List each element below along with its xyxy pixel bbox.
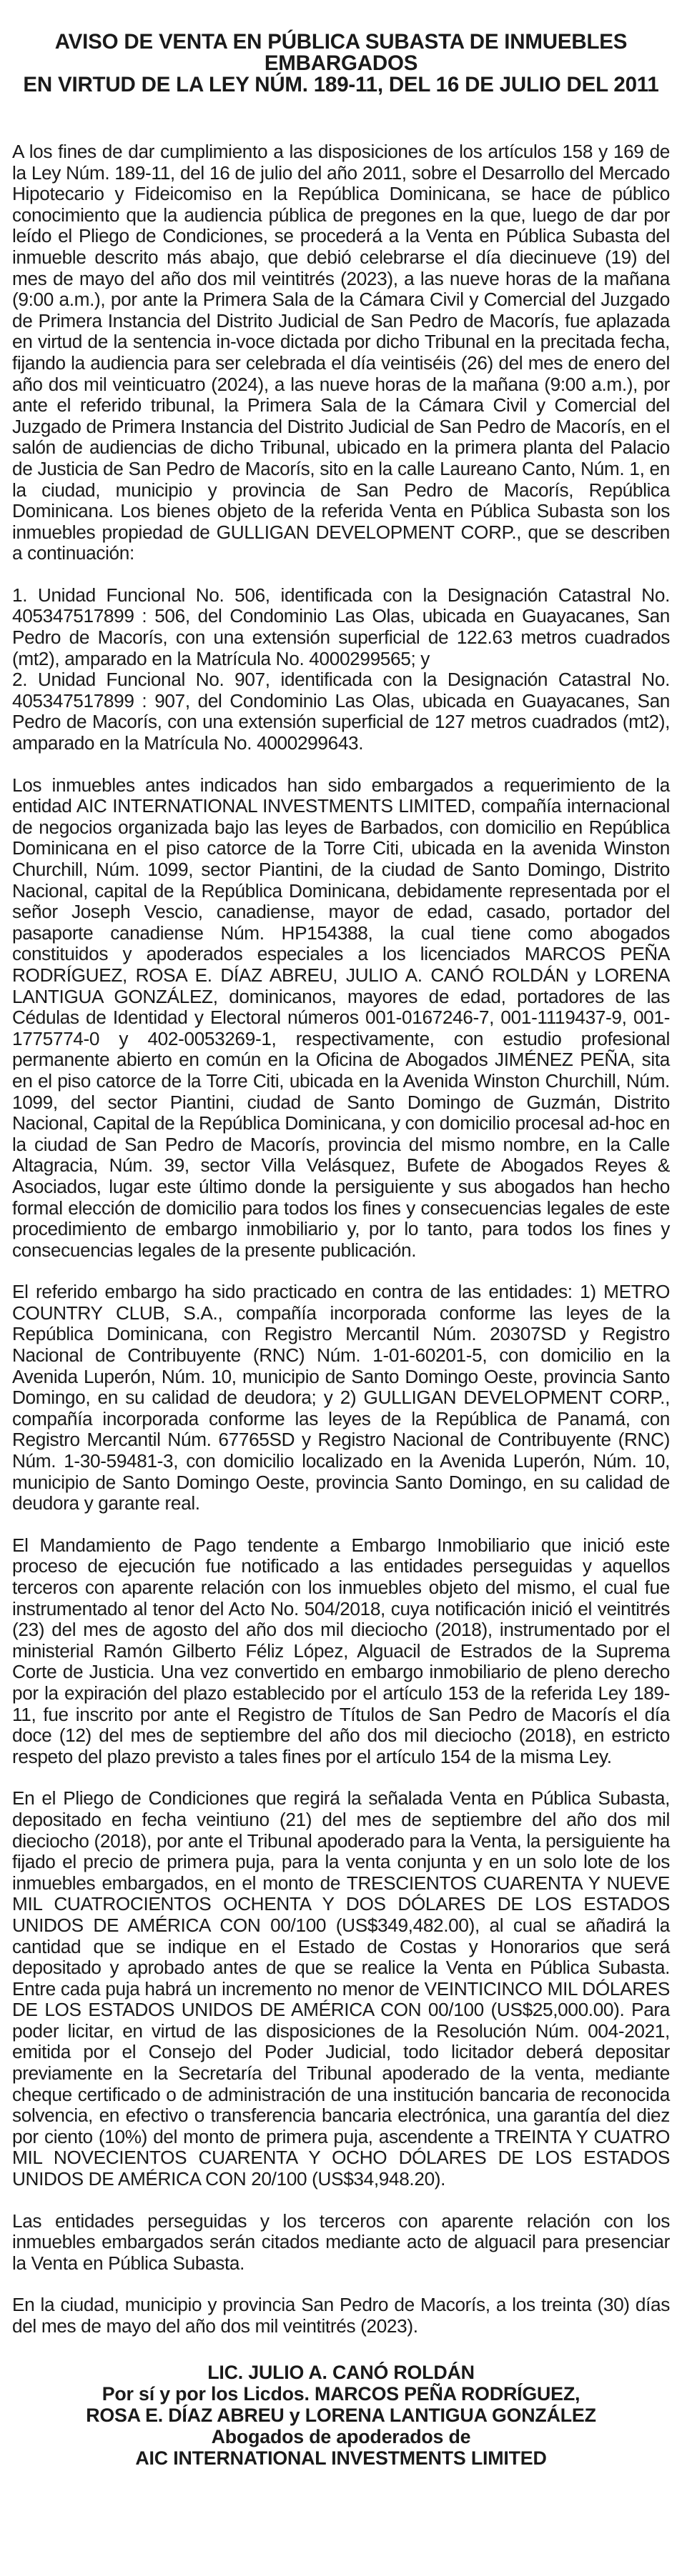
title-line-2: EMBARGADOS <box>264 51 418 75</box>
title-line-1: AVISO DE VENTA EN PÚBLICA SUBASTA DE INMUEBLES <box>54 30 628 54</box>
debtors-paragraph: El referido embargo ha sido practicado en contra de las entidades: 1) METRO COUNTRY CLUB, S.A., compañía incorporada conforme las leyes de la República Dominicana, con Registro Mercantil Núm. 20307SD y Registro Nacional de Contribuyente (RNC) Núm. 1-01-60201-5, con domicilio en la Avenida Luperón, Núm. 10, municipio de Santo Domingo Oeste, provincia Santo Domingo, en su calidad de deudora; y 2) GULLIGAN DEVELOPMENT CORP., compañía incorporada conforme las leyes de la República de Panamá, con Registro Mercantil Núm. 67765SD y Registro Nacional de Contribuyente (RNC) Núm. 1-30-59481-3, con domicilio localizado en la Avenida Luperón, Núm. 10, municipio de Santo Domingo Oeste, provincia Santo Domingo, en su calidad de deudora y garante real. <box>12 1281 670 1514</box>
title-line-3: EN VIRTUD DE LA LEY NÚM. 189-11, DEL 16 DE JULIO DEL 2011 <box>23 73 659 96</box>
mandate-paragraph: El Mandamiento de Pago tendente a Embargo Inmobiliario que inició este proceso de ejecución fue notificado a las entidades perseguidas y aquellos terceros con aparente relación con los inmuebles objeto del mismo, el cual fue instrumentado al tenor del Acto No. 504/2018, cuya notificación inició el veintitrés (23) del mes de agosto del año dos mil dieciocho (2018), instrumentado por el ministerial Ramón Gilberto Féliz López, Alguacil de Estrados de la Suprema Corte de Justicia. Una vez convertido en embargo inmobiliario de pleno derecho por la expiración del plazo establecido por el artículo 153 de la referida Ley 189-11, fue inscrito por ante el Registro de Títulos de San Pedro de Macorís el día doce (12) del mes de septiembre del año dos mil dieciocho (2018), en estricto respeto del plazo previsto a tales fines por el artículo 154 de la misma Ley. <box>12 1534 670 1767</box>
property-item-2: 2. Unidad Funcional No. 907, identificada con la Designación Catastral No. 405347517899 : 907, del Condominio Las Olas, ubicada en Guayacanes, San Pedro de Macorís, con una extensión superficial de 127 metros cuadrados (mt2), amparado en la Matrícula No. 4000299643. <box>12 669 670 754</box>
intro-paragraph: A los fines de dar cumplimiento a las disposiciones de los artículos 158 y 169 de la Ley Núm. 189-11, del 16 de julio del año 2011, sobre el Desarrollo del Mercado Hipotecario y Fideicomiso en la República Dominicana, se hace de público conocimiento que la audiencia pública de pregones en la que, luego de dar por leído el Pliego de Condiciones, se procederá a la Venta en Pública Subasta del inmueble descrito más abajo, que debió celebrarse el día diecinueve (19) del mes de mayo del año dos mil veintitrés (2023), a las nueve horas de la mañana (9:00 a.m.), por ante la Primera Sala de la Cámara Civil y Comercial del Juzgado de Primera Instancia del Distrito Judicial de San Pedro de Macorís, fue aplazada en virtud de la sentencia in-voce dictada por dicho Tribunal en la precitada fecha, fijando la audiencia para ser celebrada el día veintiséis (26) del mes de enero del año dos mil veinticuatro (2024), a las nueve horas de la mañana (9:00 a.m.), por ante el referido tribunal, la Primera Sala de la Cámara Civil y Comercial del Juzgado de Primera Instancia del Distrito Judicial de San Pedro de Macorís, en el salón de audiencias de dicho Tribunal, ubicado en la primera planta del Palacio de Justicia de San Pedro de Macorís, sito en la calle Laureano Canto, Núm. 1, en la ciudad, municipio y provincia de San Pedro de Macorís, República Dominicana. Los bienes objeto de la referida Venta en Pública Subasta son los inmuebles propiedad de GULLIGAN DEVELOPMENT CORP., que se describen a continuación: <box>12 141 670 564</box>
summons-paragraph: Las entidades perseguidas y los terceros con aparente relación con los inmuebles embargados serán citados mediante acto de alguacil para presenciar la Venta en Pública Subasta. <box>12 2210 670 2274</box>
conditions-paragraph: En el Pliego de Condiciones que regirá la señalada Venta en Pública Subasta, depositado en fecha veintiuno (21) del mes de septiembre del año dos mil dieciocho (2018), por ante el Tribunal apoderado para la Venta, la persiguiente ha fijado el precio de primera puja, para la venta conjunta y en un solo lote de los inmuebles embargados, en el monto de TRESCIENTOS CUARENTA Y NUEVE MIL CUATROCIENTOS OCHENTA Y DOS DÓLARES DE LOS ESTADOS UNIDOS DE AMÉRICA CON 00/100 (US$349,482.00), al cual se añadirá la cantidad que se indique en el Estado de Costas y Honorarios que será depositado y aprobado antes de que se realice la Venta en Pública Subasta. Entre cada puja habrá un incremento no menor de VEINTICINCO MIL DÓLARES DE LOS ESTADOS UNIDOS DE AMÉRICA CON 00/100 (US$25,000.00). Para poder licitar, en virtud de las disposiciones de la Resolución Núm. 004-2021, emitida por el Consejo del Poder Judicial, todo licitador deberá depositar previamente en la Secretaría del Tribunal apoderado de la venta, mediante cheque certificado o de administración de una institución bancaria de reconocida solvencia, en efectivo o transferencia bancaria electrónica, una garantía del diez por ciento (10%) del monto de primera puja, ascendente a TREINTA Y CUATRO MIL NOVECIENTOS CUARENTA Y OCHO DÓLARES DE LOS ESTADOS UNIDOS DE AMÉRICA CON 20/100 (US$34,948.20). <box>12 1787 670 2190</box>
signature-name: LIC. JULIO A. CANÓ ROLDÁN <box>207 2361 475 2383</box>
notice-body <box>12 141 670 2337</box>
signature-line-4: Abogados de apoderados de <box>211 2425 471 2447</box>
signature-line-2: Por sí y por los Licdos. MARCOS PEÑA RODRÍGUEZ, <box>102 2382 580 2405</box>
notice-title <box>12 31 670 96</box>
property-item-1: 1. Unidad Funcional No. 506, identificada con la Designación Catastral No. 405347517899 : 506, del Condominio Las Olas, ubicada en Guayacanes, San Pedro de Macorís, con una extensión superficial de 122.63 metros cuadrados (mt2), amparado en la Matrícula No. 4000299565; y <box>12 584 670 669</box>
signature-line-5: AIC INTERNATIONAL INVESTMENTS LIMITED <box>135 2447 547 2469</box>
creditor-paragraph: Los inmuebles antes indicados han sido embargados a requerimiento de la entidad AIC INTERNATIONAL INVESTMENTS LIMITED, compañía internacional de negocios organizada bajo las leyes de Barbados, con domicilio en República Dominicana en el piso catorce de la Torre Citi, ubicada en la avenida Winston Churchill, Núm. 1099, sector Piantini, de la ciudad de Santo Domingo, Distrito Nacional, capital de la República Dominicana, debidamente representada por el señor Joseph Vescio, canadiense, mayor de edad, casado, portador del pasaporte canadiense Núm. HP154388, la cual tiene como abogados constituidos y apoderados especiales a los licenciados MARCOS PEÑA RODRÍGUEZ, ROSA E. DÍAZ ABREU, JULIO A. CANÓ ROLDÁN y LORENA LANTIGUA GONZÁLEZ, dominicanos, mayores de edad, portadores de las Cédulas de Identidad y Electoral números 001-0167246-7, 001-1119437-9, 001-1775774-0 y 402-0053269-1, respectivamente, con estudio profesional permanente abierto en común en la Oficina de Abogados JIMÉNEZ PEÑA, sita en el piso catorce de la Torre Citi, ubicada en la Avenida Winston Churchill, Núm. 1099, del sector Piantini, ciudad de Santo Domingo de Guzmán, Distrito Nacional, Capital de la República Dominicana, y con domicilio procesal ad-hoc en la ciudad de San Pedro de Macorís, provincia del mismo nombre, en la Calle Altagracia, Núm. 39, sector Villa Velásquez, Bufete de Abogados Reyes & Asociados, lugar este último donde la persiguiente y sus abogados han hecho formal elección de domicilio para todos los fines y consecuencias legales de este procedimiento de embargo inmobiliario y, por lo tanto, para todos los fines y consecuencias legales de la presente publicación. <box>12 774 670 1261</box>
signature-block <box>12 2362 670 2469</box>
closing-paragraph: En la ciudad, municipio y provincia San Pedro de Macorís, a los treinta (30) días del mes de mayo del año dos mil veintitrés (2023). <box>12 2294 670 2337</box>
signature-line-3: ROSA E. DÍAZ ABREU y LORENA LANTIGUA GONZÁLEZ <box>86 2404 596 2426</box>
